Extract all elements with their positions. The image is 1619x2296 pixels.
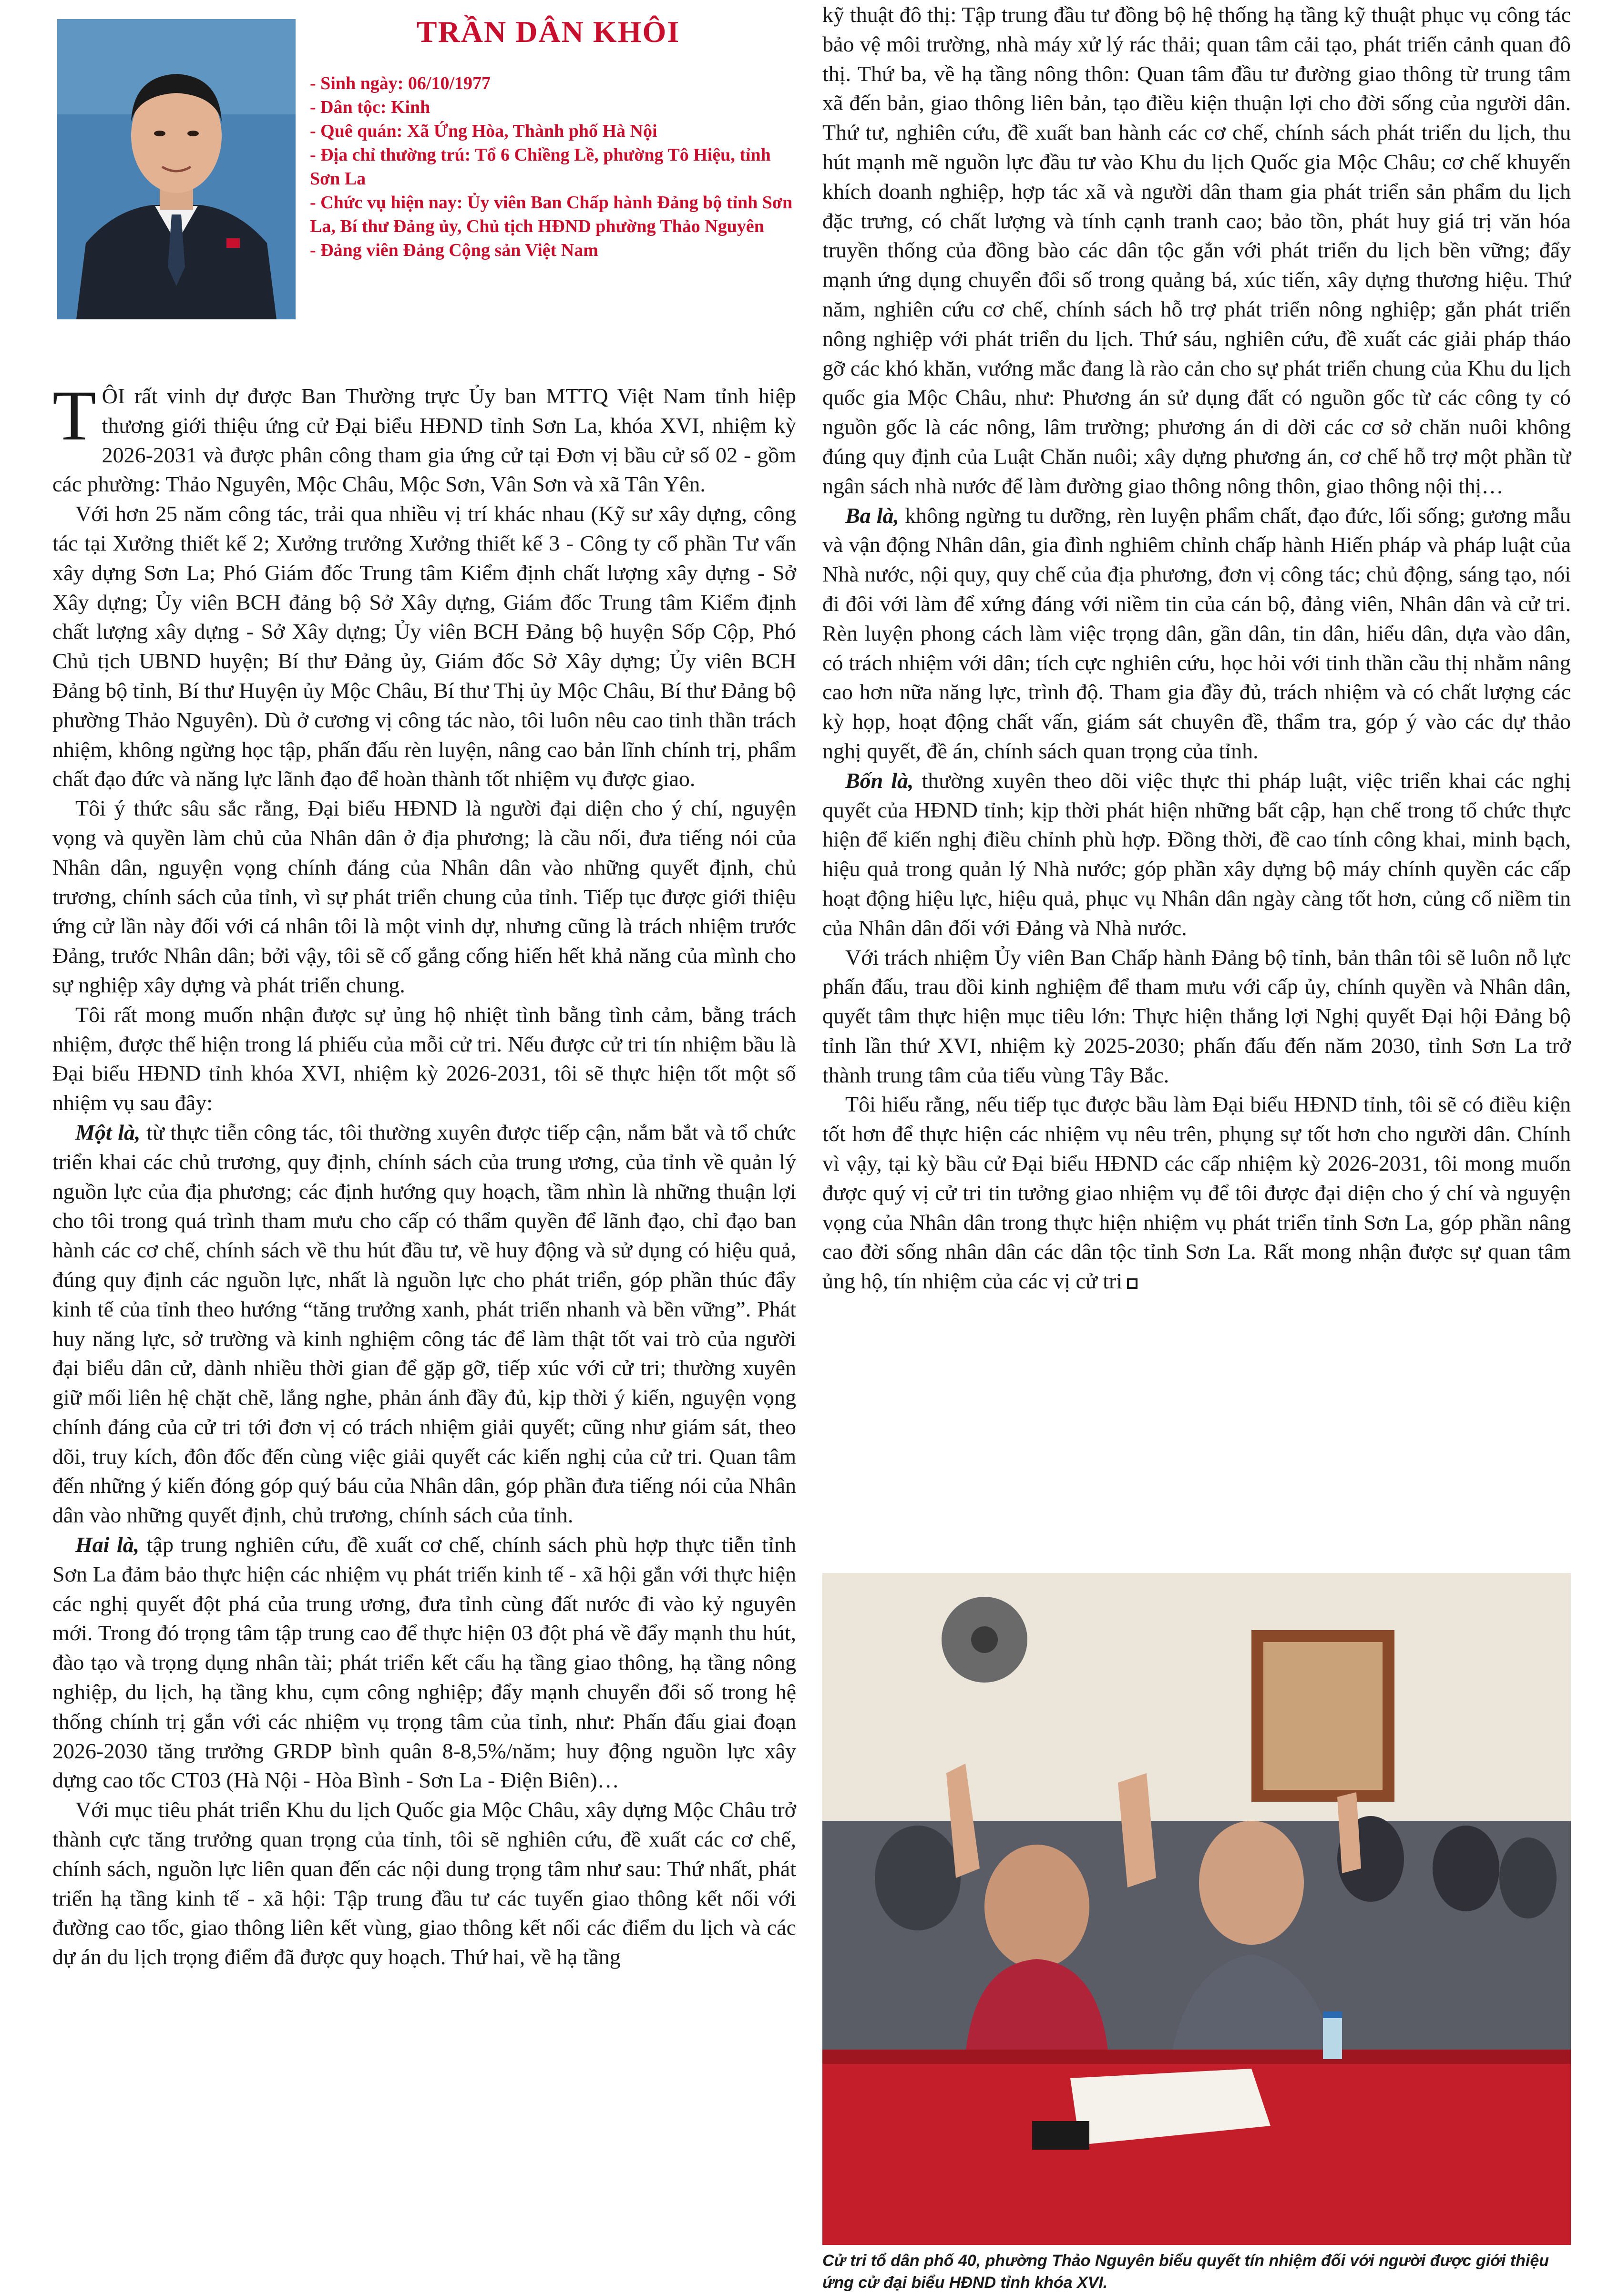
candidate-name: TRẦN DÂN KHÔI [416,15,680,49]
paragraph-lead: Bốn là, [845,768,914,793]
article-paragraph: Với mục tiêu phát triển Khu du lịch Quốc gia Mộc Châu, xây dựng Mộc Châu trở thành cực tăng trưởng quan trọng của tỉnh, tôi sẽ nghiên cứu, đề xuất các cơ chế, chính sách, nguồn lực liên quan đến các nội dung trọng tâm như sau: Thứ nhất, phát triển hạ tầng kinh tế - xã hội: Tập trung đầu tư các tuyến giao thông kết nối với đường cao tốc, giao thông liên kết vùng, giao thông kết nối các điểm du lịch và các dự án du lịch trọng điểm đã được quy hoạch. Thứ hai, về hạ tầng [52,1797,796,1969]
article-paragraph: Một là, từ thực tiễn công tác, tôi thường xuyên được tiếp cận, nắm bắt và tổ chức triển khai các chủ trương, quy định, chính sách của trung ương, của tỉnh về quản lý nguồn lực của địa phương; các định hướng quy hoạch, tầm nhìn là những thuận lợi cho tôi trong quá trình tham mưu cho cấp có thẩm quyền để lãnh đạo, chỉ đạo ban hành các cơ chế, chính sách về thu hút đầu tư, về huy động và sử dụng có hiệu quả, đúng quy định các nguồn lực, nhất là nguồn lực cho phát triển, góp phần thúc đẩy kinh tế của tỉnh theo hướng “tăng trưởng xanh, phát triển nhanh và bền vững”. Phát huy năng lực, sở trường và kinh nghiệm công tác để làm thật tốt vai trò của người đại biểu dân cử, dành nhiều thời gian để gặp gỡ, tiếp xúc với cử tri; thường xuyên giữ mối liên hệ chặt chẽ, lắng nghe, phản ánh đầy đủ, kịp thời ý kiến, nguyện vọng chính đáng của cử tri tới đơn vị có trách nhiệm giải quyết; cũng như giám sát, theo dõi, truy kích, đôn đốc đến cùng việc giải quyết các kiến nghị của cử tri. Quan tâm đến những ý kiến đóng góp quý báu của Nhân dân, góp phần đưa tiếng nói của Nhân dân vào những quyết định, chủ trương, chính sách của tỉnh. [52,1120,796,1528]
paragraph-lead: Ba là, [845,503,899,528]
drop-cap: T [52,376,96,455]
candidate-portrait [57,19,296,319]
article-paragraph: kỹ thuật đô thị: Tập trung đầu tư đồng bộ hệ thống hạ tầng kỹ thuật phục vụ công tác bảo vệ môi trường, nhà máy xử lý rác thải; quan tâm cải tạo, phát triển cảnh quan đô thị. Thứ ba, về hạ tầng nông thôn: Quan tâm đầu tư đường giao thông từ trung tâm xã đến bản, giao thông liên bản, tạo điều kiện thuận lợi cho đời sống của người dân. Thứ tư, nghiên cứu, đề xuất ban hành các cơ chế, chính sách phát triển du lịch, thu hút mạnh mẽ nguồn lực đầu tư vào Khu du lịch Quốc gia Mộc Châu; cơ chế khuyến khích doanh nghiệp, hợp tác xã và người dân tham gia phát triển sản phẩm du lịch đặc trưng, có chất lượng và tính cạnh tranh cao; bảo tồn, phát huy giá trị văn hóa truyền thống của đồng bào các dân tộc gắn với phát triển du lịch bền vững; đẩy mạnh ứng dụng chuyển đổi số trong quảng bá, xúc tiến, xây dựng thương hiệu. Thứ năm, nghiên cứu cơ chế, chính sách hỗ trợ phát triển nông nghiệp; gắn phát triển nông nghiệp với phát triển du lịch. Thứ sáu, nghiên cứu, đề xuất các giải pháp tháo gỡ các khó khăn, vướng mắc đang là rào cản cho sự phát triển chung của Khu du lịch quốc gia Mộc Châu, như: Phương án sử dụng đất có nguồn gốc từ các công ty có nguồn gốc là các nông, lâm trường; phương án di dời các cơ sở chăn nuôi không đúng quy định của Luật Chăn nuôi; xây dựng phương án, cơ chế hỗ trợ một phần từ ngân sách nhà nước để làm đường giao thông nông thôn, giao thông nội thị… [822,2,1571,498]
article-paragraph: Tôi rất mong muốn nhận được sự ủng hộ nhiệt tình bằng tình cảm, bằng trách nhiệm, được thể hiện trong lá phiếu của mỗi cử tri. Nếu được cử tri tín nhiệm bầu là Đại biểu HĐND tỉnh khóa XVI, nhiệm kỳ 2026-2031, tôi sẽ thực hiện tốt một số nhiệm vụ sau đây: [52,1002,796,1115]
article-paragraph: Ba là, không ngừng tu dưỡng, rèn luyện phẩm chất, đạo đức, lối sống; gương mẫu và vận động Nhân dân, gia đình nghiêm chỉnh chấp hành Hiến pháp và pháp luật của Nhà nước, nội quy, quy chế của địa phương, đơn vị công tác; chủ động, sáng tạo, nói đi đôi với làm để xứng đáng với niềm tin của cán bộ, đảng viên, Nhân dân và cử tri. Rèn luyện phong cách làm việc trọng dân, gần dân, tin dân, hiểu dân, dựa vào dân, có trách nhiệm với dân; tích cực nghiên cứu, học hỏi với tinh thần cầu thị nhằm nâng cao hơn nữa năng lực, trình độ. Tham gia đầy đủ, trách nhiệm và có chất lượng các kỳ họp, hoạt động chất vấn, giám sát chuyên đề, thẩm tra, góp ý vào các dự thảo nghị quyết, đề án, chính sách quan trọng của tỉnh. [822,503,1571,763]
end-of-article-icon [1127,1278,1137,1289]
candidate-bio [310,71,796,262]
bio-item: - Sinh ngày: 06/10/1977 [310,73,491,93]
article-paragraph: Với trách nhiệm Ủy viên Ban Chấp hành Đảng bộ tỉnh, bản thân tôi sẽ luôn nỗ lực phấn đấu, trau dồi kinh nghiệm để tham mưu với cấp ủy, chính quyền và Nhân dân, quyết tâm thực hiện mục tiêu lớn: Thực hiện thắng lợi Nghị quyết Đại hội Đảng bộ tỉnh lần thứ XVI, nhiệm kỳ 2025-2030; phấn đấu đến năm 2030, tỉnh Sơn La trở thành trung tâm của tiểu vùng Tây Bắc. [822,945,1571,1087]
photo-illustration [822,1573,1571,2245]
article-left-column [52,376,796,1972]
bio-item: - Đảng viên Đảng Cộng sản Việt Nam [310,240,598,260]
photo-caption: Cử tri tổ dân phố 40, phường Thảo Nguyên biểu quyết tín nhiệm đối với người được giới thiệu ứng cử đại biểu HĐND tỉnh khóa XVI. [822,2252,1549,2292]
bio-item: - Địa chỉ thường trú: Tổ 6 Chiềng Lề, phường Tô Hiệu, tỉnh Sơn La [310,145,771,189]
paragraph-lead: Một là, [75,1120,141,1144]
article-paragraph: Tôi ý thức sâu sắc rằng, Đại biểu HĐND là người đại diện cho ý chí, nguyện vọng và quyền làm chủ của Nhân dân ở địa phương; là cầu nối, đưa tiếng nói của Nhân dân, nguyện vọng chính đáng của Nhân dân vào những quyết định, chủ trương, chính sách của tỉnh, vì sự phát triển chung của tỉnh. Tiếp tục được giới thiệu ứng cử lần này đối với cá nhân tôi là một vinh dự, nhưng cũng là trách nhiệm trước Đảng, trước Nhân dân; bởi vậy, tôi sẽ cố gắng cống hiến hết khả năng của mình cho sự nghiệp xây dựng và phát triển chung. [52,796,796,997]
voters-meeting-photo [822,1573,1571,2245]
bio-item: - Quê quán: Xã Ứng Hòa, Thành phố Hà Nội [310,121,657,141]
article-right-column [822,0,1571,1296]
article-paragraph: Với hơn 25 năm công tác, trải qua nhiều vị trí khác nhau (Kỹ sư xây dựng, công tác tại Xưởng thiết kế 2; Xưởng trưởng Xưởng thiết kế 3 - Công ty cổ phần Tư vấn xây dựng Sơn La; Phó Giám đốc Trung tâm Kiểm định chất lượng xây dựng - Sở Xây dựng; Ủy viên BCH đảng bộ Sở Xây dựng, Giám đốc Trung tâm Kiểm định chất lượng xây dựng - Sở Xây dựng; Ủy viên BCH Đảng bộ huyện Sốp Cộp, Phó Chủ tịch UBND huyện; Bí thư Đảng ủy, Giám đốc Sở Xây dựng; Ủy viên BCH Đảng bộ tỉnh, Bí thư Huyện ủy Mộc Châu, Bí thư Thị ủy Mộc Châu, Bí thư Đảng bộ phường Thảo Nguyên). Dù ở cương vị công tác nào, tôi luôn nêu cao tinh thần trách nhiệm, không ngừng học tập, phấn đấu rèn luyện, nâng cao bản lĩnh chính trị, phẩm chất đạo đức và năng lực lãnh đạo để hoàn thành tốt nhiệm vụ được giao. [52,501,796,791]
paragraph-lead: Hai là, [75,1532,140,1557]
article-paragraph: Bốn là, thường xuyên theo dõi việc thực thi pháp luật, việc triển khai các nghị quyết của HĐND tỉnh; kịp thời phát hiện những bất cập, hạn chế trong tổ chức thực hiện để kiến nghị điều chỉnh phù hợp. Đồng thời, đề cao tính công khai, minh bạch, hiệu quả trong quản lý Nhà nước; góp phần xây dựng bộ máy chính quyền các cấp hoạt động hiệu lực, hiệu quả, phục vụ Nhân dân ngày càng tốt hơn, củng cố niềm tin của Nhân dân đối với Đảng và Nhà nước. [822,768,1571,940]
article-paragraph: Hai là, tập trung nghiên cứu, đề xuất cơ chế, chính sách phù hợp thực tiễn tỉnh Sơn La đảm bảo thực hiện các nhiệm vụ phát triển kinh tế - xã hội gắn với thực hiện các nghị quyết đột phá của trung ương, đưa tỉnh cùng đất nước đi vào kỷ nguyên mới. Trong đó trọng tâm tập trung cao để thực hiện 03 đột phá về đẩy mạnh thu hút, đào tạo và trọng dụng nhân tài; phát triển kết cấu hạ tầng giao thông, hạ tầng nông nghiệp, du lịch, hạ tầng khu, cụm công nghiệp; đẩy mạnh chuyển đổi số trong hệ thống chính trị gắn với các nhiệm vụ trọng tâm của tỉnh, như: Phấn đấu giai đoạn 2026-2030 tăng trưởng GRDP bình quân 8-8,5%/năm; huy động nguồn lực xây dựng cao tốc CT03 (Hà Nội - Hòa Bình - Sơn La - Điện Biên)… [52,1532,796,1793]
portrait-illustration [57,19,296,319]
bio-item: - Chức vụ hiện nay: Ủy viên Ban Chấp hành Đảng bộ tỉnh Sơn La, Bí thư Đảng ủy, Chủ tịch HĐND phường Thảo Nguyên [310,193,793,236]
article-paragraph: Tôi hiểu rằng, nếu tiếp tục được bầu làm Đại biểu HĐND tỉnh, tôi sẽ có điều kiện tốt hơn để thực hiện các nhiệm vụ nêu trên, phụng sự tốt hơn cho người dân. Chính vì vậy, tại kỳ bầu cử Đại biểu HĐND các cấp nhiệm kỳ 2026-2031, tôi mong muốn được quý vị cử tri tin tưởng giao nhiệm vụ để tôi được đại diện cho ý chí và nguyện vọng của Nhân dân trong thực hiện nhiệm vụ phát triển tỉnh Sơn La, góp phần nâng cao đời sống nhân dân các dân tộc tỉnh Sơn La. Rất mong nhận được sự quan tâm ủng hộ, tín nhiệm của các vị cử tri [822,1092,1571,1294]
bio-item: - Dân tộc: Kinh [310,97,430,117]
article-paragraph: TÔI rất vinh dự được Ban Thường trực Ủy ban MTTQ Việt Nam tỉnh hiệp thương giới thiệu ứng cử Đại biểu HĐND tỉnh Sơn La, khóa XVI, nhiệm kỳ 2026-2031 và được phân công tham gia ứng cử tại Đơn vị bầu cử số 02 - gồm các phường: Thảo Nguyên, Mộc Châu, Mộc Sơn, Vân Sơn và xã Tân Yên. [52,376,796,497]
